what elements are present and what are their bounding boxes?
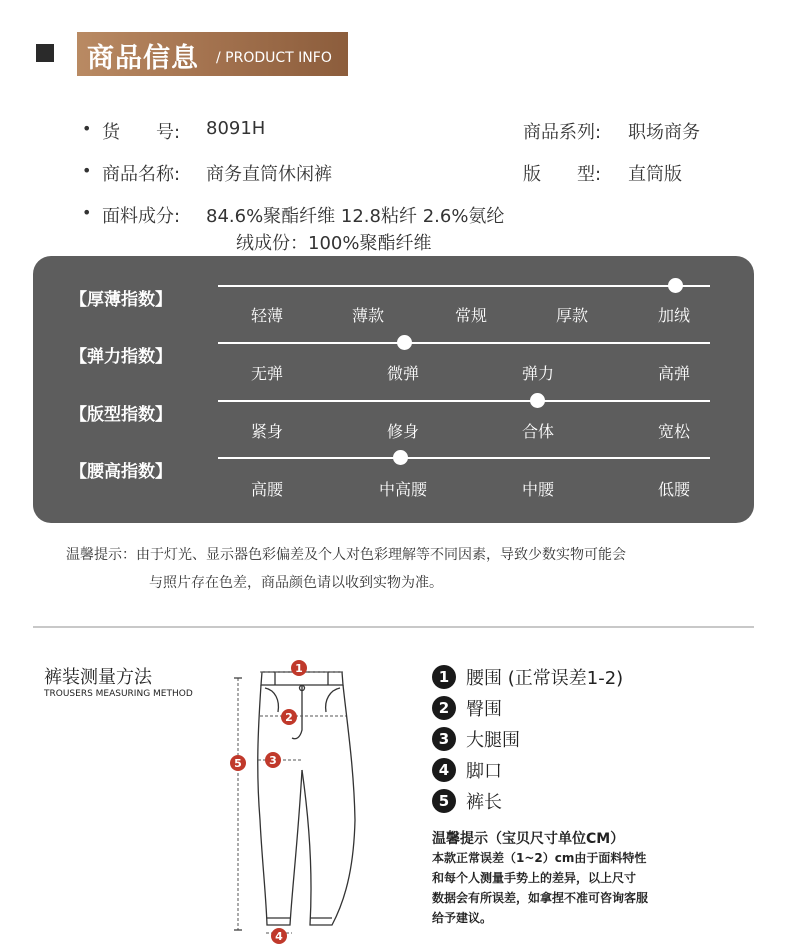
measure-title: 裤装测量方法: [44, 667, 152, 688]
marker-5-icon: 5: [230, 755, 246, 771]
elasticity-tick: 弹力: [521, 364, 555, 383]
elasticity-tick: 无弹: [250, 364, 284, 383]
size-tip-line: 给予建议。: [432, 911, 493, 925]
number-2-icon: 2: [432, 696, 456, 720]
legend-item-thigh: [432, 726, 520, 752]
size-tip-line: 本款正常误差（1~2）cm由于面料特性: [432, 851, 647, 865]
size-tip-line: 和每个人测量手势上的差异，以上尺寸: [432, 871, 637, 885]
color-note-line2: 与照片存在色差，商品颜色请以收到实物为准。: [149, 575, 443, 591]
section-divider: [33, 626, 754, 628]
fit-label: 版 型:: [523, 164, 602, 185]
thickness-tick: 薄款: [351, 306, 385, 325]
color-note-line1: 温馨提示：由于灯光、显示器色彩偏差及个人对色彩理解等不同因素，导致少数实物可能会: [66, 547, 626, 563]
number-3-icon: 3: [432, 727, 456, 751]
series-label: 商品系列:: [523, 122, 602, 143]
fit-scale-line: [218, 400, 710, 402]
elasticity-tick: 微弹: [386, 364, 420, 383]
thickness-scale-line: [218, 285, 710, 287]
legend-item-length: [432, 788, 502, 814]
legend-label: 大腿围: [466, 730, 520, 751]
thickness-tick: 轻薄: [250, 306, 284, 325]
thickness-tick: 常规: [454, 306, 488, 325]
thickness-tick: 厚款: [555, 306, 589, 325]
fabric-value: 84.6%聚酯纤维 12.8粘纤 2.6%氨纶: [206, 206, 505, 227]
page-title: 商品信息: [87, 43, 199, 74]
item-no-value: 8091H: [206, 118, 266, 139]
elasticity-scale-line: [218, 342, 710, 344]
fabric-value-2: 绒成份：100%聚酯纤维: [236, 233, 432, 254]
thickness-tick: 加绒: [657, 306, 691, 325]
fit-tick: 紧身: [250, 422, 284, 441]
marker-3-icon: 3: [265, 752, 281, 768]
name-label: 商品名称:: [102, 164, 181, 185]
header-square-icon: [36, 44, 54, 62]
marker-1-icon: 1: [291, 660, 307, 676]
waist-height-tick: 高腰: [250, 480, 284, 499]
series-value: 职场商务: [628, 122, 700, 143]
waist-height-indicator: [393, 450, 408, 465]
waist-height-tick: 低腰: [657, 480, 691, 499]
fit-value: 直筒版: [628, 164, 682, 185]
fit-index-label: 【版型指数】: [70, 405, 172, 425]
trousers-diagram: [220, 650, 370, 946]
page-subtitle: / PRODUCT INFO: [216, 50, 332, 66]
item-no-label: 货 号:: [102, 122, 181, 143]
number-1-icon: 1: [432, 665, 456, 689]
size-tip-line: 数据会有所误差，如拿捏不准可咨询客服: [432, 891, 649, 905]
legend-label: 臀围: [466, 699, 502, 720]
thickness-index-label: 【厚薄指数】: [70, 290, 172, 310]
number-5-icon: 5: [432, 789, 456, 813]
legend-item-waist: [432, 664, 623, 690]
name-value: 商务直筒休闲裤: [206, 164, 332, 185]
marker-2-icon: 2: [281, 709, 297, 725]
number-4-icon: 4: [432, 758, 456, 782]
bullet-icon: •: [82, 119, 92, 138]
bullet-icon: •: [82, 203, 92, 222]
fit-tick: 修身: [386, 422, 420, 441]
waist-height-tick: 中高腰: [378, 480, 428, 499]
elasticity-tick: 高弹: [657, 364, 691, 383]
thickness-indicator: [668, 278, 683, 293]
legend-label: 裤长: [466, 792, 502, 813]
legend-label: 腰围 (正常误差1-2): [466, 668, 624, 689]
fabric-label: 面料成分:: [102, 206, 181, 227]
measure-subtitle: TROUSERS MEASURING METHOD: [44, 689, 193, 699]
marker-4-icon: 4: [271, 928, 287, 944]
bullet-icon: •: [82, 161, 92, 180]
size-tip-title: 温馨提示（宝贝尺寸单位CM）: [432, 831, 625, 847]
waist-height-index-label: 【腰高指数】: [70, 462, 172, 482]
legend-label: 脚口: [466, 761, 502, 782]
waist-height-tick: 中腰: [521, 480, 555, 499]
legend-item-hem: [432, 757, 502, 783]
waist-height-scale-line: [218, 457, 710, 459]
elasticity-index-label: 【弹力指数】: [70, 347, 172, 367]
fit-tick: 宽松: [657, 422, 691, 441]
legend-item-hip: [432, 695, 502, 721]
fit-tick: 合体: [521, 422, 555, 441]
